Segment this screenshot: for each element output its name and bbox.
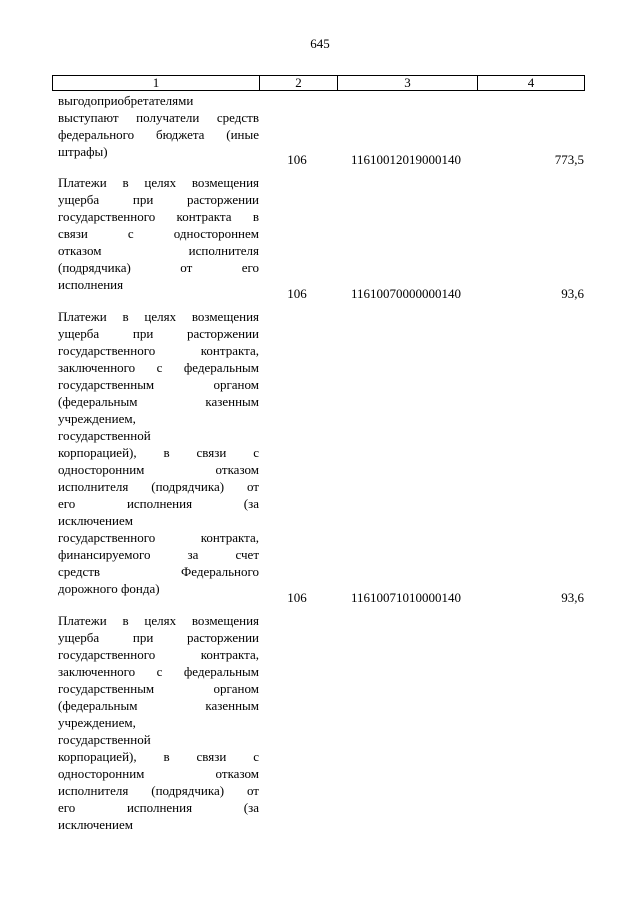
column-header-row (53, 76, 585, 91)
column-header-3: 3 (338, 76, 478, 91)
description-line: Платежи в целях возмещения (58, 613, 259, 628)
description-line: государственным органом (58, 681, 259, 696)
description-line: ущерба при расторжении (58, 326, 259, 341)
description-line: его исполнения (за (58, 496, 259, 511)
description-line: исполнителя (подрядчика) от (58, 783, 259, 798)
description-line: учреждением, (58, 715, 136, 730)
description-line: государственного контракта, (58, 647, 259, 662)
row-description (58, 612, 259, 833)
description-line: государственной (58, 428, 151, 443)
description-line: односторонним отказом (58, 462, 259, 477)
description-line: федерального бюджета (иные (58, 127, 259, 142)
row-budget-code: 11610012019000140 (350, 152, 462, 167)
row-description (58, 92, 259, 160)
description-line: (подрядчика) от его (58, 260, 259, 275)
description-line: исключением (58, 513, 133, 528)
column-header-4: 4 (478, 76, 585, 91)
table-row (0, 92, 640, 168)
row-amount: 93,6 (561, 286, 584, 301)
description-line: корпорацией), в связи с (58, 749, 259, 764)
table-row (0, 174, 640, 302)
description-line: ущерба при расторжении (58, 630, 259, 645)
description-line: финансируемого за счет (58, 547, 259, 562)
column-header-2: 2 (260, 76, 338, 91)
description-line: учреждением, (58, 411, 136, 426)
row-budget-code: 11610070000000140 (350, 286, 462, 301)
description-line: ущерба при расторжении (58, 192, 259, 207)
row-amount: 773,5 (554, 152, 584, 167)
table-row (0, 308, 640, 606)
page-number: 645 (310, 36, 330, 51)
description-line: (федеральным казенным (58, 394, 259, 409)
description-line: государственного контракта, (58, 530, 259, 545)
description-line: выступают получатели средств (58, 110, 259, 125)
description-line: выгодоприобретателями (58, 93, 194, 108)
description-line: Платежи в целях возмещения (58, 309, 259, 324)
description-line: заключенного с федеральным (58, 664, 259, 679)
description-line: исключением (58, 817, 133, 832)
row-description (58, 174, 259, 293)
row-budget-code: 11610071010000140 (350, 590, 462, 605)
description-line: его исполнения (за (58, 800, 259, 815)
description-line: исполнения (58, 277, 124, 292)
description-line: дорожного фонда) (58, 581, 160, 596)
description-line: средств Федерального (58, 564, 259, 579)
description-line: государственной (58, 732, 151, 747)
description-line: корпорацией), в связи с (58, 445, 259, 460)
table-row (0, 612, 640, 836)
column-header-table (52, 75, 585, 91)
row-code-admin: 106 (287, 152, 307, 167)
description-line: государственного контракта в (58, 209, 259, 224)
row-code-admin: 106 (287, 590, 307, 605)
row-description (58, 308, 259, 597)
description-line: государственным органом (58, 377, 259, 392)
description-line: исполнителя (подрядчика) от (58, 479, 259, 494)
description-line: связи с одностороннем (58, 226, 259, 241)
description-line: штрафы) (58, 144, 108, 159)
description-line: государственного контракта, (58, 343, 259, 358)
row-code-admin: 106 (287, 286, 307, 301)
description-line: заключенного с федеральным (58, 360, 259, 375)
description-line: Платежи в целях возмещения (58, 175, 259, 190)
description-line: (федеральным казенным (58, 698, 259, 713)
table-body (0, 92, 640, 836)
description-line: односторонним отказом (58, 766, 259, 781)
column-header-1: 1 (53, 76, 260, 91)
row-amount: 93,6 (561, 590, 584, 605)
description-line: отказом исполнителя (58, 243, 259, 258)
